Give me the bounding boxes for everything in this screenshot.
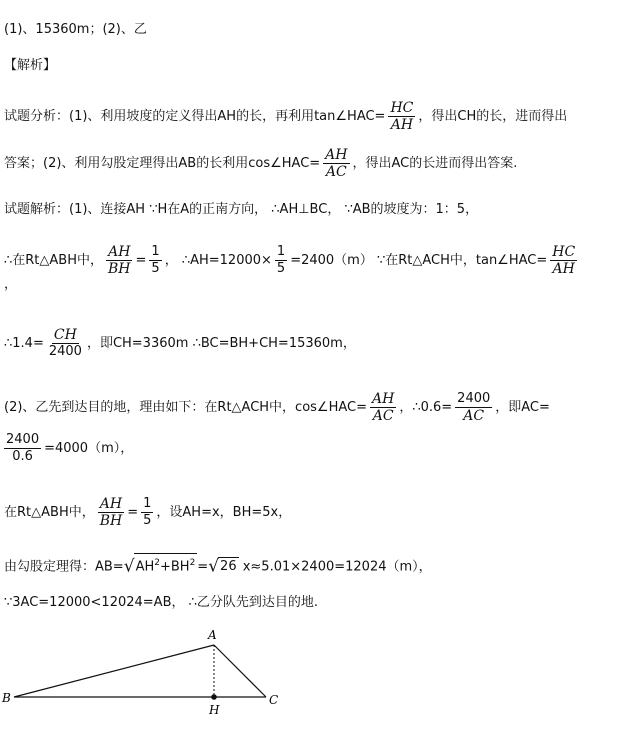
- fraction-numerator: 2400: [457, 391, 491, 406]
- solution-text: =: [135, 253, 147, 268]
- fraction-denominator: AC: [372, 408, 394, 424]
- fraction-ah-ac: [370, 391, 396, 424]
- fraction-numerator: 2400: [6, 432, 40, 447]
- fraction-denominator: 5: [276, 261, 286, 276]
- analysis-line-2: [4, 147, 517, 180]
- fraction-denominator: 2400: [48, 344, 82, 359]
- label-a: A: [208, 628, 217, 642]
- fraction-denominator: 5: [143, 513, 152, 528]
- solution-text: ，∴0.6=: [399, 400, 453, 415]
- solution-line-4: [4, 391, 550, 424]
- fraction-denominator: AC: [463, 408, 485, 424]
- fraction-numerator: 1: [151, 244, 160, 259]
- solution-text: x≈5.01×2400=12024（m），: [238, 559, 432, 575]
- solution-text: ∴在Rt△ABH中，: [4, 253, 103, 268]
- analysis-text-4: ，得出AC的长进而得出答案.: [352, 156, 518, 171]
- fraction-1-5: [149, 244, 161, 277]
- solution-text: 由勾股定理得：AB=: [4, 559, 124, 575]
- fraction-denominator: AH: [390, 117, 414, 133]
- solution-line-3: [4, 327, 356, 360]
- solution-line-8: ∵3AC=12000<12024=AB， ∴乙分队先到达目的地.: [4, 595, 319, 610]
- fraction-denominator: 5: [151, 261, 160, 276]
- fraction-numerator: 1: [276, 244, 286, 259]
- answer-line: [4, 21, 147, 39]
- fraction-ch-2400: [47, 327, 84, 360]
- fraction-numerator: 1: [143, 496, 152, 511]
- fraction-numerator: HC: [552, 244, 576, 260]
- fraction-numerator: AH: [325, 147, 348, 163]
- sqrt-sign: √: [208, 556, 220, 577]
- radicand-term: +BH: [159, 559, 190, 575]
- triangle-diagram: [0, 624, 300, 720]
- label-b: B: [2, 691, 11, 705]
- fraction-hc-ah: [550, 244, 577, 277]
- solution-line-1: 试题解析：(1)、连接AH ∵H在A的正南方向， ∴AH⊥BC， ∵AB的坡度为：1：5，: [4, 202, 479, 217]
- fraction-ah-bh: [98, 496, 125, 529]
- sqrt-radicand: 26: [220, 559, 237, 575]
- fraction-numerator: AH: [372, 391, 395, 407]
- fraction-2400-ac: [455, 391, 492, 424]
- exponent: 2: [154, 558, 160, 568]
- fraction-denominator: BH: [99, 513, 123, 529]
- solution-text: =2400（m） ∵在Rt△ACH中，tan∠HAC=: [290, 253, 548, 268]
- fraction-numerator: AH: [108, 244, 131, 260]
- solution-text: ，即AC=: [495, 400, 550, 415]
- fraction-hc-ah: [388, 100, 415, 133]
- fraction-denominator: 0.6: [12, 449, 33, 464]
- sqrt-sign: √: [123, 556, 135, 577]
- solution-line-2: [4, 244, 580, 277]
- answer-separator: ；: [89, 22, 103, 37]
- point-h-dot: [211, 694, 217, 700]
- fraction-ah-bh: [106, 244, 133, 277]
- fraction-2400-0.6: [4, 432, 41, 465]
- analysis-line-1: [4, 100, 567, 133]
- fraction-denominator: AH: [552, 261, 575, 277]
- solution-text: (2)、乙先到达目的地，理由如下：在Rt△ACH中，cos∠HAC=: [4, 400, 367, 415]
- analysis-text-1: 试题分析：(1)、利用坡度的定义得出AH的长，再利用tan∠HAC=: [4, 109, 386, 124]
- solution-text: ，即CH=3360m ∴BC=BH+CH=15360m，: [86, 336, 356, 351]
- label-h: H: [209, 703, 220, 717]
- solution-text: ，设AH=x，BH=5x，: [156, 505, 292, 520]
- segment-ac: [214, 645, 266, 697]
- solution-line-2-end: ，: [4, 277, 18, 292]
- fraction-1-5: [141, 496, 153, 529]
- fraction-ah-ac: [323, 147, 349, 180]
- answer-part1-value: 15360m: [35, 22, 90, 37]
- analysis-heading: 【解析】: [4, 58, 57, 73]
- radicand-term: AH: [135, 559, 155, 575]
- solution-text: 在Rt△ABH中，: [4, 505, 95, 520]
- fraction-numerator: CH: [53, 327, 77, 343]
- fraction-1-5: [275, 244, 287, 277]
- answer-part2-value: 乙: [133, 22, 147, 37]
- solution-text: =: [197, 559, 209, 575]
- fraction-numerator: HC: [390, 100, 414, 116]
- solution-text: ∴1.4=: [4, 336, 44, 351]
- solution-line-6: [4, 496, 291, 529]
- analysis-text-3: 答案；(2)、利用勾股定理得出AB的长利用cos∠HAC=: [4, 156, 321, 171]
- solution-text: ， ∴AH=12000×: [164, 253, 272, 268]
- analysis-text-2: ，得出CH的长，进而得出: [418, 109, 568, 124]
- solution-text: =4000（m），: [44, 441, 134, 456]
- answer-part1-label: (1)、: [4, 22, 36, 37]
- segment-ab: [14, 645, 214, 697]
- solution-line-7: [4, 553, 432, 576]
- label-c: C: [269, 693, 279, 707]
- solution-line-5: [4, 432, 133, 465]
- fraction-denominator: BH: [108, 261, 131, 277]
- sqrt-radicand: [134, 553, 198, 576]
- answer-part2-label: (2)、: [102, 22, 134, 37]
- solution-text: =: [127, 505, 139, 520]
- fraction-denominator: AC: [325, 164, 347, 180]
- fraction-numerator: AH: [99, 496, 123, 512]
- exponent: 2: [189, 558, 196, 568]
